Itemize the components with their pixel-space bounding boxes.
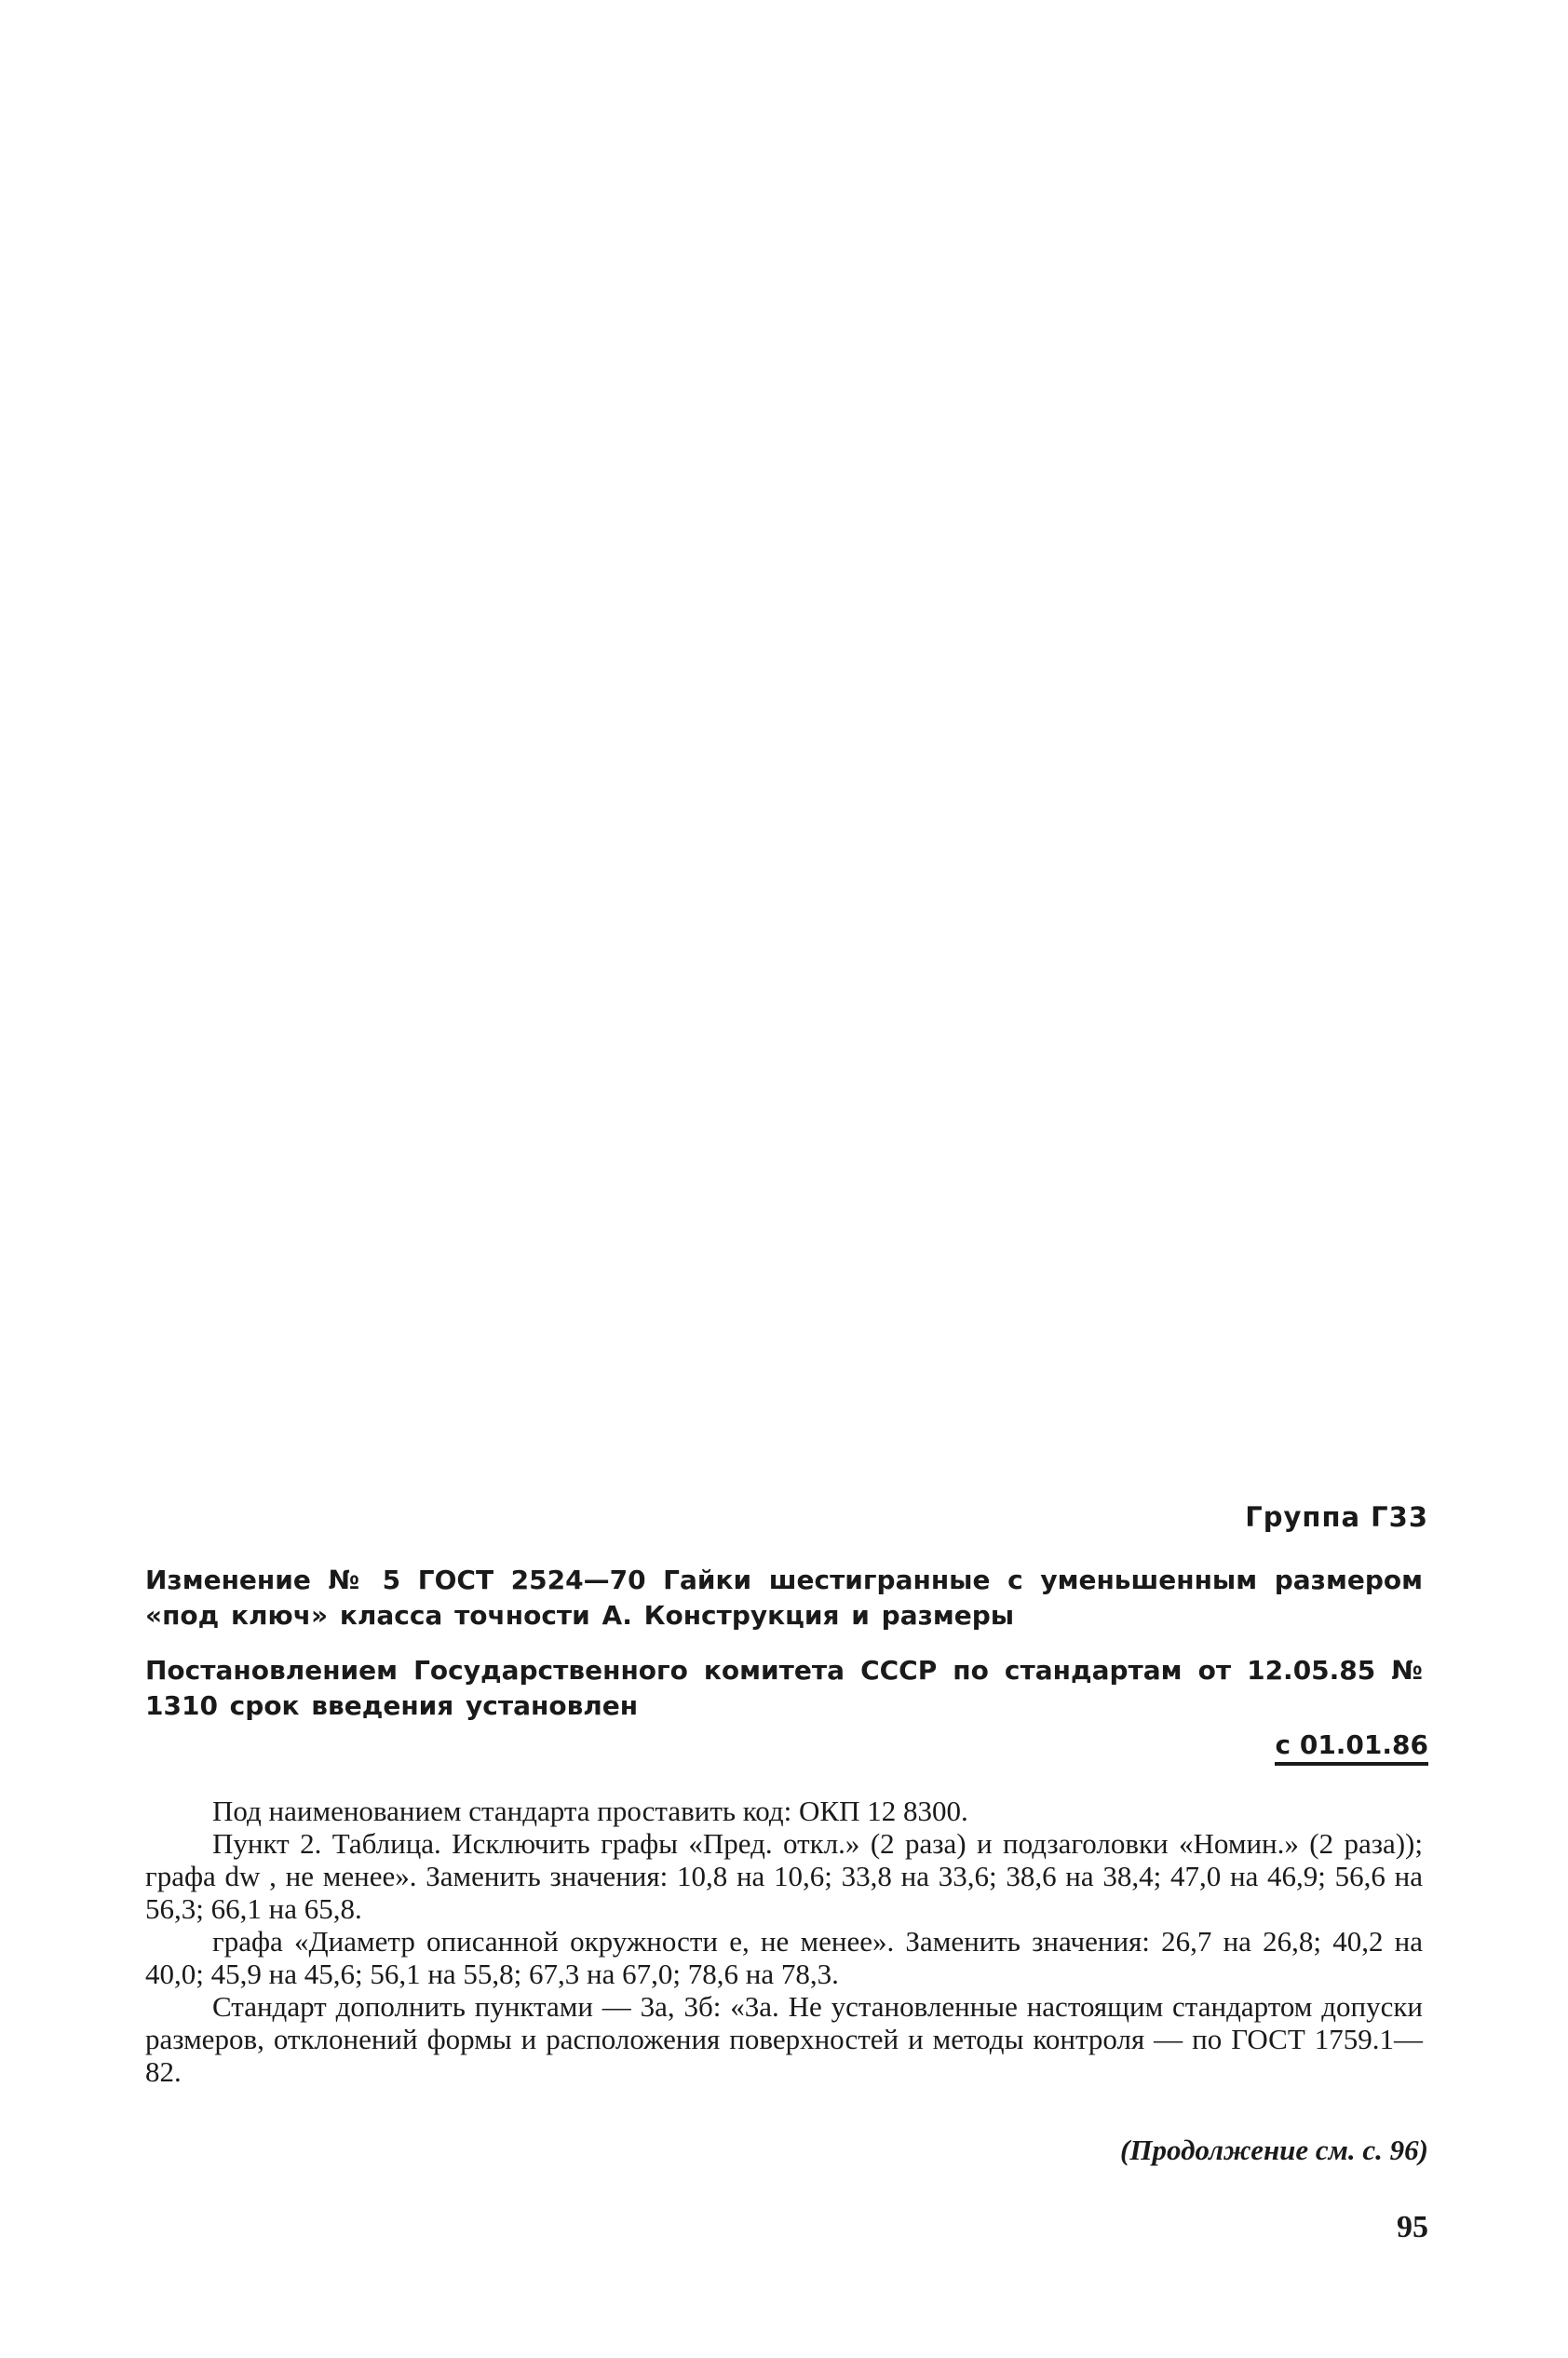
paragraph-okp-code: Под наименованием стандарта проставить код: ОКП 12 8300.: [212, 1795, 968, 1827]
paragraph-diameter-values: графа «Диаметр описанной окружности e, не менее». Заменить значения: 26,7 на 26,8; 40,2 на 40,0; 45,9 на 45,6; 56,1 на 55,8; 67,3 на 67,0; 78,6 на 78,3.: [145, 1925, 1423, 1990]
change-heading: Изменение № 5 ГОСТ 2524—70 Гайки шестигранные с уменьшенным размером «под ключ» класса точности А. Конструкция и размеры: [145, 1565, 1423, 1631]
paragraph-table-changes: Пункт 2. Таблица. Исключить графы «Пред. откл.» (2 раза) и подзаголовки «Номин.» (2 раза)); графа dw , не менее». Заменить значения: 10,8 на 10,6; 33,8 на 33,6; 38,6 на 38,4; 47,0 на 46,9; 56,6 на 56,3; 66,1 на 65,8.: [145, 1827, 1423, 1925]
continuation-note: (Продолжение см. с. 96): [1120, 2134, 1428, 2166]
body-text: [145, 1795, 1423, 2088]
decree-heading: Постановлением Государственного комитета СССР по стандартам от 12.05.85 № 1310 срок введения установлен: [145, 1655, 1423, 1721]
page-number: 95: [1397, 2210, 1428, 2244]
paragraph-new-clauses: Стандарт дополнить пунктами — 3а, 3б: «3а. Не установленные настоящим стандартом допуски размеров, отклонений формы и расположения поверхностей и методы контроля — по ГОСТ 1759.1—82.: [145, 1990, 1423, 2088]
group-label: Группа Г33: [1245, 1501, 1428, 1533]
effective-date: с 01.01.86: [1275, 1729, 1428, 1766]
